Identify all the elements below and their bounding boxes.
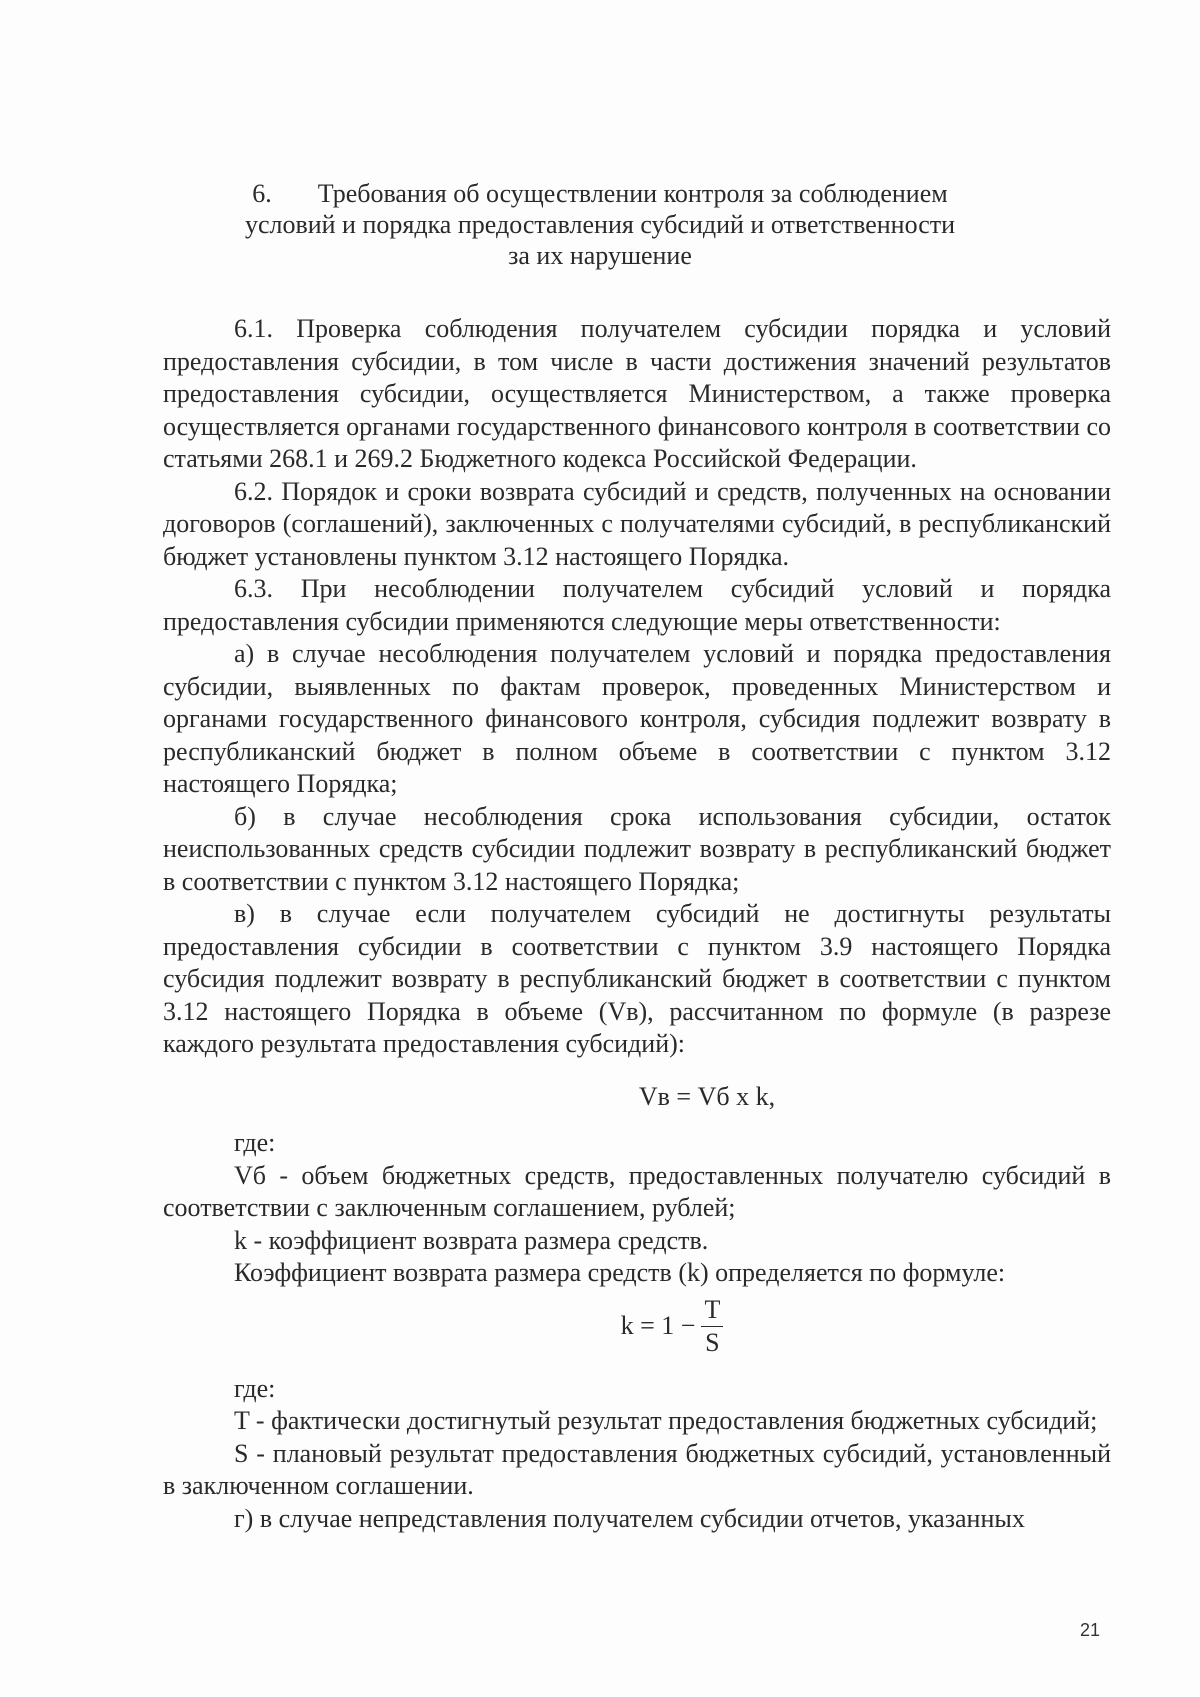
section-number: 6. <box>252 179 272 208</box>
heading-text-1: Требования об осуществлении контроля за соблюдением <box>317 179 948 208</box>
page-number: 21 <box>1079 1620 1100 1640</box>
where-label-2: где: <box>234 1373 276 1403</box>
formula-fraction <box>701 1296 723 1357</box>
paragraph-6-2: 6.2. Порядок и сроки возврата субсидий и средств, полученных на основании договоров (соглашений), заключенных с получателями субсидий, в республиканский бюджет установлены пунктом 3.12 настоящего Порядка. <box>163 476 1111 571</box>
section-heading <box>160 178 1040 271</box>
where-label-1: где: <box>234 1128 276 1157</box>
formula-k <box>163 1296 1111 1357</box>
paragraph-6-1: 6.1. Проверка соблюдения получателем субсидии порядка и условий предоставления субсидии, в том числе в части достижения значений результатов предоставления субсидии, осуществляется Министерством, а также проверка осуществляется органами государственного финансового контроля в соответствии со статьями 268.1 и 269.2 Бюджетного кодекса Российской Федерации. <box>163 314 1111 473</box>
paragraph-6-3: 6.3. При несоблюдении получателем субсидий условий и порядка предоставления субсидии применяются следующие меры ответственности: <box>163 574 1111 636</box>
s-definition: S - плановый результат предоставления бюджетных субсидий, установленный в заключенном соглашении. <box>163 1438 1111 1500</box>
paragraph-v: в) в случае если получателем субсидий не достигнуты результаты предоставления субсидии в соответствии с пунктом 3.9 настоящего Порядка субсидия подлежит возврату в республиканский бюджет в соответствии с пунктом 3.12 настоящего Порядка в объеме (Vв), рассчитанном по формуле (в разрезе каждого результата предоставления субсидий): <box>163 899 1111 1058</box>
t-definition: T - фактически достигнутый результат предоставления бюджетных субсидий; <box>234 1406 1098 1435</box>
fraction-bar <box>701 1326 723 1327</box>
k-definition: k - коэффициент возврата размера средств. <box>234 1225 709 1255</box>
heading-line-2: условий и порядка предоставления субсидий и ответственности <box>244 210 956 239</box>
fraction-denominator: S <box>705 1327 720 1357</box>
document-body <box>163 313 1111 1535</box>
heading-line-1 <box>160 178 1040 209</box>
k-intro: Коэффициент возврата размера средств (k) определяется по формуле: <box>234 1258 1006 1287</box>
paragraph-a: а) в случае несоблюдения получателем условий и порядка предоставления субсидии, выявленных по фактам проверок, проведенных Министерством и органами государственного финансового контроля, субсидия подлежит возврату в республиканский бюджет в полном объеме в соответствии с пунктом 3.12 настоящего Порядка; <box>163 639 1111 798</box>
paragraph-b: б) в случае несоблюдения срока использования субсидии, остаток неиспользованных средств субсидии подлежит возврату в республиканский бюджет в соответствии с пунктом 3.12 настоящего Порядка; <box>163 801 1111 896</box>
paragraph-g: г) в случае непредставления получателем субсидии отчетов, указанных <box>234 1503 1025 1533</box>
fraction-numerator: T <box>704 1294 721 1324</box>
vb-definition: Vб - объем бюджетных средств, предоставленных получателю субсидий в соответствии с заключенным соглашением, рублей; <box>163 1160 1111 1222</box>
formula-vv: Vв = Vб х k, <box>638 1081 776 1111</box>
heading-line-3: за их нарушение <box>508 241 692 270</box>
formula-k-left: k = 1 − <box>620 1310 696 1340</box>
